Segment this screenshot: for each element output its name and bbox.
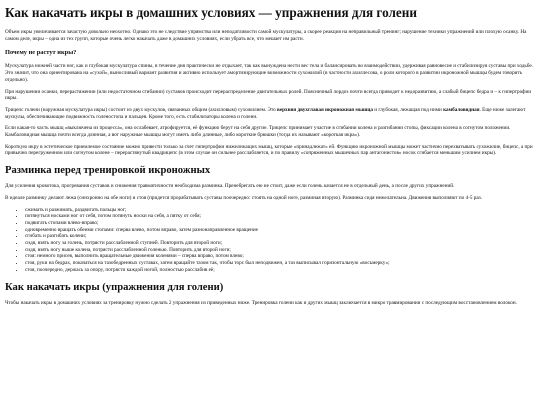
warmup-list (5, 207, 535, 274)
list-item: • стоя: немного присев, выполнить вращательные движения коленями – сперва вправо, потом влево; (25, 253, 535, 260)
page-title: Как накачать икры в домашних условиях — упражнения для голени (5, 5, 417, 20)
list-item: • сгибать и разгибать колени; (25, 233, 535, 240)
list-item: • стоя, руки на бедрах, покачаться на тазобедренных суставах, затем вращайте тазом так, чтобы торс был неподвижен, а таз выписывал горизонтальную «восьмерку»; (25, 260, 535, 267)
list-item: • одновременно вращать обеими стопами: сперва влево, потом вправо, затем разнонаправленное вращение (25, 227, 535, 234)
list-item: • сидя, взять ногу за голень, потрясти расслабленной ступней. Повторить для второй ноги; (25, 240, 535, 247)
list-item: • сидя, взять ногу выше колена, потрясти расслабленной голенью. Повторить для второй ноги; (25, 247, 535, 254)
text-span: и глубокая, лежащая под ними (372, 106, 444, 113)
bold-term: верхняя двухглавая икроножная мышца (277, 106, 373, 113)
paragraph: Мускулатура нижней части ног, как и глубокая мускулатура спины, в течение дня практически не отдыхает, так как вынуждена нести вес тела и балансировать во взаимодействии, удерживая равновесие и стабилизируя суставы при ходьбе. Это значит, что она ориентирована на «сухой», выносливый вариант развития и активно использует амортизирующие возможности сухожилий (в частности ахиллесова, о роли которого в развитии икроножной мышцы будем говорить отдельно). (5, 63, 533, 83)
paragraph: Для усиления кровотока, прогревания суставов и снижения травматичности необходима разминка. Пренебрегать ею не стоит, даже если голень качается не в отдельный день, а после других упражнений. (5, 183, 455, 190)
text-span: . Еще ниже залегают мускулы, обеспечивающие подвижность голеностопа и пальцев. Кроме того, есть стабилизаторы колена и голени. (5, 106, 526, 120)
list-item: • стоя, поочередно, держась за опору, потрясти каждой ногой, полностью расслабив её; (25, 267, 535, 274)
paragraph: Короткую икру в эстетическое приемлемое состояние можно привести только за счет гипертрофии нижележащих мышц, которые «принадлежат» ей. Функцию икроножной мышцы может частично перехватывать сухожилие, бицепс, а при привычно перегруженном или согнутом колене – перерастянутый квадрицепс (в этом случае он сильнее расслабляется, и по правилу «сопряженных мышечных пар антагонистов» носок сгибается меньшим усилием икры). (5, 143, 533, 157)
paragraph (5, 107, 535, 120)
list-item: • потянуться носками ног от себя, потом потянуть носки на себя, а пятку от себя; (25, 213, 535, 220)
paragraph: Чтобы накачать икры в домашних условиях за тренировку нужно сделать 2 упражнения из приведенных ниже. Тренировка голени как и других мышц заключается в микро травмировании с последующим восстановлением волокон. (5, 299, 517, 306)
section-heading-warmup: Разминка перед тренировкой икроножных (5, 165, 211, 177)
list-item: • сжимать и разжимать, раздвигать пальцы ног; (25, 207, 535, 214)
section-heading-why: Почему не растут икры? (5, 49, 77, 57)
list-item: • подвигать стопами влево-вправо; (25, 220, 535, 227)
section-heading-exercises: Как накачать икры (упражнения для голени) (5, 281, 224, 293)
text-span: Трицепс голени (наружная мускулатура икры) состоит из двух мускулов, связанных общим (ахилловым) сухожилием. Это (5, 106, 278, 113)
intro-paragraph: Объем икры увеличивается зачастую довольно неохотно. Однако это не следствие упрямства или неподатливости самой мускулатуры, а скорее реакция на неправильный тренинг; нарушение техники упражнений или плохую осанку. На самом деле, икры – одна из тех групп, которые очень легко накачать даже в домашних условиях, если убрать все, что мешает им расти. (5, 29, 527, 42)
paragraph: Если какая-то часть мышц «выключена из процесса», она ослабевает, атрофируется, её функцию берут на себя другие. Трицепс принимает участие в сгибании колена и разгибании стопы, фиксации колена в согнутом положении. Камбаловидная мышца почти всегда длинная, а вот наружные мышцы могут иметь либо длинные, либо короткие брюшки (тогда их называют «короткая икра»). (5, 125, 511, 139)
bold-term: камбаловидная (443, 106, 480, 113)
paragraph: В идеале разминку делают лежа (синхронно на обе ноги) и стоя (придется прорабатывать суставы поочередно: стоять на одной ноге, разминая вторую). Разминка сидя нежелательна. Движения выполняют по 4-5 раз. (5, 194, 482, 201)
paragraph: При нарушении осанки, перерастяжении (или недостаточном сгибании) суставов происходит перераспределение двигательных ролей. Поясничный лордоз почти всегда приводит к недоразвитию, а слабый бицепс бедра и – к гипертрофии икры. (5, 88, 532, 102)
